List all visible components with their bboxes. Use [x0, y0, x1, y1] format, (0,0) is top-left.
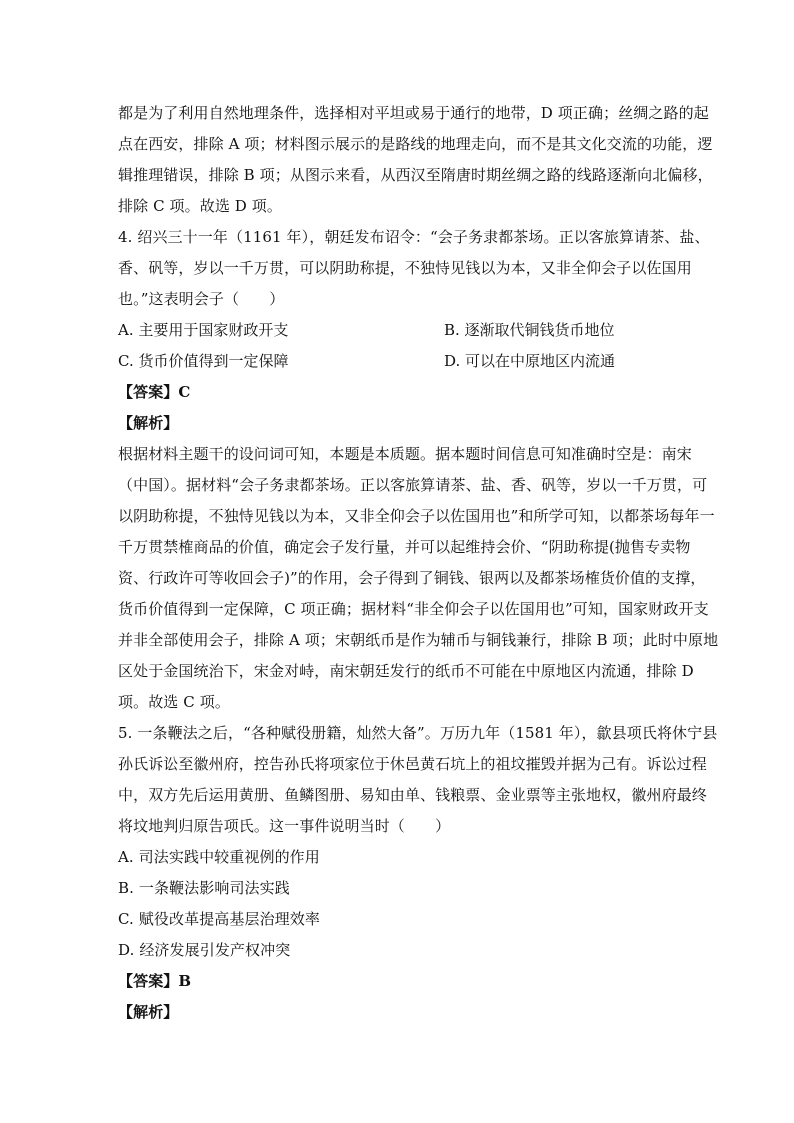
q5-stem-line-2: 孙氏诉讼至徽州府，控告孙氏将项家位于休邑黄石坑上的祖坟摧毁并据为己有。诉讼过程	[118, 755, 707, 773]
q4-option-b: B. 逐渐取代铜钱货币地位	[444, 321, 615, 339]
q3-explanation-line-4: 排除 C 项。故选 D 项。	[118, 197, 282, 215]
q3-explanation-line-2: 点在西安，排除 A 项；材料图示展示的是路线的地理走向，而不是其文化交流的功能，逻	[118, 135, 713, 153]
q4-answer: 【答案】C	[118, 383, 191, 401]
q4-analysis-line-9: 项。故选 C 项。	[118, 693, 230, 711]
page-content	[118, 98, 719, 1028]
q4-analysis-heading: 【解析】	[118, 414, 179, 432]
q3-explanation-line-1: 都是为了利用自然地理条件，选择相对平坦或易于通行的地带，D 项正确；丝绸之路的起	[118, 104, 709, 122]
q4-options-row-2	[118, 346, 678, 377]
q5-stem-line-4: 将坟地判归原告项氏。这一事件说明当时（ ）	[118, 817, 451, 835]
q4-analysis-line-6: 货币价值得到一定保障，C 项正确；据材料“非全仰会子以佐国用也”可知，国家财政开支	[118, 600, 709, 618]
q4-analysis-line-4: 千万贯禁榷商品的价值，确定会子发行量，并可以起维持会价、“阴助称提(抛售专卖物	[118, 538, 691, 556]
q4-stem-line-2: 香、矾等，岁以一千万贯，可以阴助称提，不独恃见钱以为本，又非全仰会子以佐国用	[118, 259, 692, 277]
q4-analysis-line-3: 以阴助称提，不独恃见钱以为本，又非全仰会子以佐国用也”和所学可知，以都茶场每年一	[118, 507, 715, 525]
q5-stem-line-3: 中，双方先后运用黄册、鱼鳞图册、易知由单、钱粮票、金业票等主张地权，徽州府最终	[118, 786, 707, 804]
q4-stem-line-1: 4. 绍兴三十一年（1161 年），朝廷发布诏令：“会子务隶都茶场。正以客旅算请茶、盐、	[118, 228, 710, 246]
q5-option-d: D. 经济发展引发产权冲突	[118, 941, 291, 959]
q4-analysis-line-7: 并非全部使用会子，排除 A 项；宋朝纸币是作为辅币与铜钱兼行，排除 B 项；此时中原地	[118, 631, 719, 649]
q3-explanation-line-3: 辑推理错误，排除 B 项；从图示来看，从西汉至隋唐时期丝绸之路的线路逐渐向北偏移，	[118, 166, 713, 184]
q4-stem-line-3: 也。”这表明会子（ ）	[118, 290, 285, 308]
q5-option-c: C. 赋役改革提高基层治理效率	[118, 910, 320, 928]
q4-option-d: D. 可以在中原地区内流通	[444, 352, 616, 370]
q4-options-row-1	[118, 315, 678, 346]
q4-analysis-line-2: （中国）。据材料“会子务隶都茶场。正以客旅算请茶、盐、香、矾等，岁以一千万贯，可	[118, 476, 708, 494]
q5-answer: 【答案】B	[118, 972, 192, 990]
q4-analysis-line-8: 区处于金国统治下，宋金对峙，南宋朝廷发行的纸币不可能在中原地区内流通，排除 D	[118, 662, 694, 680]
q4-analysis-line-1: 根据材料主题干的设问词可知，本题是本质题。据本题时间信息可知准确时空是：南宋	[118, 445, 692, 463]
q4-option-a: A. 主要用于国家财政开支	[118, 321, 289, 339]
q5-stem-line-1: 5. 一条鞭法之后，“各种赋役册籍，灿然大备”。万历九年（1581 年），歙县项氏将休宁县	[118, 724, 718, 742]
q5-analysis-heading: 【解析】	[118, 1003, 179, 1021]
q4-analysis-line-5: 资、行政许可等收回会子)”的作用，会子得到了铜钱、银两以及都茶场榷货价值的支撑，	[118, 569, 706, 587]
q5-option-b: B. 一条鞭法影响司法实践	[118, 879, 290, 897]
q5-option-a: A. 司法实践中较重视例的作用	[118, 848, 320, 866]
q4-option-c: C. 货币价值得到一定保障	[118, 352, 289, 370]
